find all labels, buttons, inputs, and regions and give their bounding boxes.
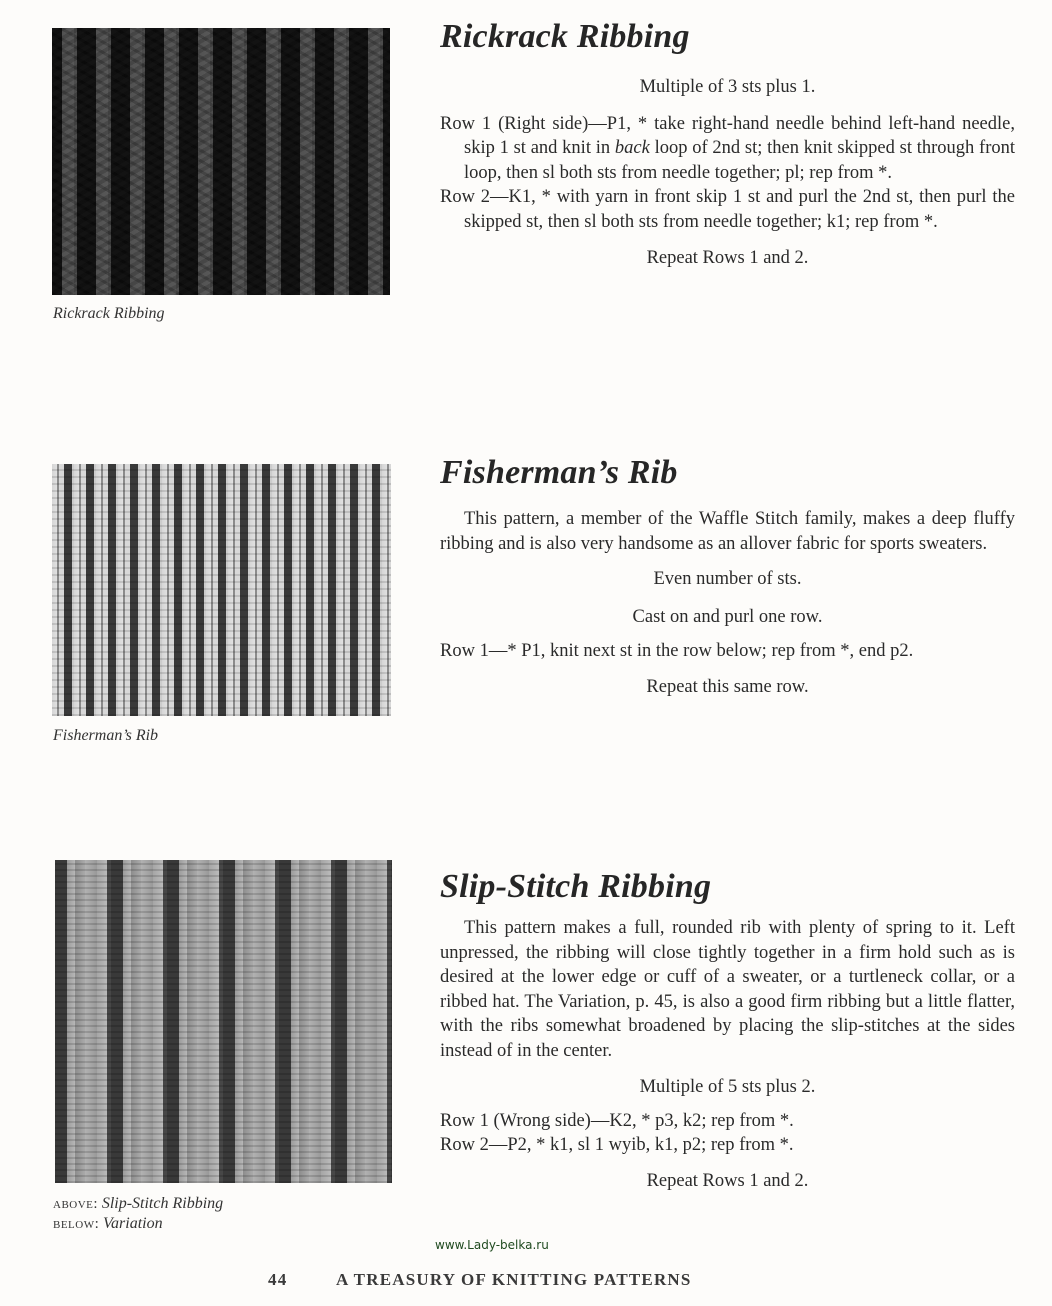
fishermans-rib-caption: Fisherman’s Rib xyxy=(53,727,159,744)
slip-stitch-section xyxy=(440,868,1015,1193)
rickrack-multiple: Multiple of 3 sts plus 1. xyxy=(639,77,816,97)
caption-below-text: Variation xyxy=(103,1215,163,1232)
page-number: 44 xyxy=(268,1270,288,1289)
rickrack-ribbing-photo xyxy=(52,28,390,295)
rickrack-title: Rickrack Ribbing xyxy=(440,18,690,55)
slip-stitch-row-1: Row 1 (Wrong side)—K2, * p3, k2; rep from *. xyxy=(440,1110,794,1131)
fishermans-rib-setup: Cast on and purl one row. xyxy=(632,606,823,627)
slip-stitch-ribbing-photo xyxy=(55,860,392,1183)
rickrack-row-1 xyxy=(440,112,1015,186)
row-1-text-a: Row 1 (Right side)—P1, * take right-hand needle behind left-hand needle, skip 1 st and knit in xyxy=(440,113,1015,158)
rickrack-caption: Rickrack Ribbing xyxy=(53,305,165,322)
rickrack-section xyxy=(440,18,1015,271)
rickrack-row-2: Row 2—K1, * with yarn in front skip 1 st and purl the 2nd st, then purl the skipped st, then sl both sts from needle together; k1; rep from *. xyxy=(440,187,1015,232)
slip-stitch-multiple: Multiple of 5 sts plus 2. xyxy=(639,1077,816,1097)
row-1-emphasis: back xyxy=(614,138,650,158)
slip-stitch-intro: This pattern makes a full, rounded rib with plenty of spring to it. Left unpressed, the ribbing will close tightly together in a firm hold such as is desired at the lower edge or cuff of a sweater, or a turtleneck collar, or a ribbed hat. The Variation, p. 45, is also a good firm ribbing but a little flatter, with the ribs somewhat broadened by placing the slip-stitches at the sides instead of in the center. xyxy=(440,918,1015,1061)
fishermans-rib-repeat: Repeat this same row. xyxy=(646,676,809,697)
caption-above-label: above: xyxy=(53,1196,99,1212)
slip-stitch-title: Slip-Stitch Ribbing xyxy=(440,868,712,905)
slip-stitch-row-2: Row 2—P2, * k1, sl 1 wyib, k1, p2; rep from *. xyxy=(440,1134,794,1155)
caption-above-text: Slip-Stitch Ribbing xyxy=(101,1195,224,1212)
fishermans-rib-row-1: Row 1—* P1, knit next st in the row below; rep from *, end p2. xyxy=(440,641,914,661)
fishermans-rib-section xyxy=(440,454,1015,699)
watermark-link[interactable]: www.Lady-belka.ru xyxy=(435,1238,549,1252)
row-1-text-b: loop of 2nd st; then knit skipped st through front loop, then sl both sts from needle together; pl; rep from *. xyxy=(464,138,1016,183)
slip-stitch-repeat: Repeat Rows 1 and 2. xyxy=(646,1170,809,1191)
caption-below-label: below: xyxy=(53,1216,100,1232)
caption-below-line xyxy=(53,1214,223,1234)
book-title: A TREASURY OF KNITTING PATTERNS xyxy=(336,1270,692,1289)
caption-above-line xyxy=(53,1194,223,1214)
fishermans-rib-photo xyxy=(52,464,391,716)
fishermans-rib-intro: This pattern, a member of the Waffle Stitch family, makes a deep fluffy ribbing and is also very handsome as an allover fabric for sports sweaters. xyxy=(440,509,1015,554)
fishermans-rib-title: Fisherman’s Rib xyxy=(440,454,678,491)
fishermans-rib-multiple: Even number of sts. xyxy=(653,569,802,589)
slip-stitch-caption xyxy=(53,1194,223,1234)
rickrack-repeat: Repeat Rows 1 and 2. xyxy=(646,248,809,268)
page-footer xyxy=(268,1270,692,1290)
